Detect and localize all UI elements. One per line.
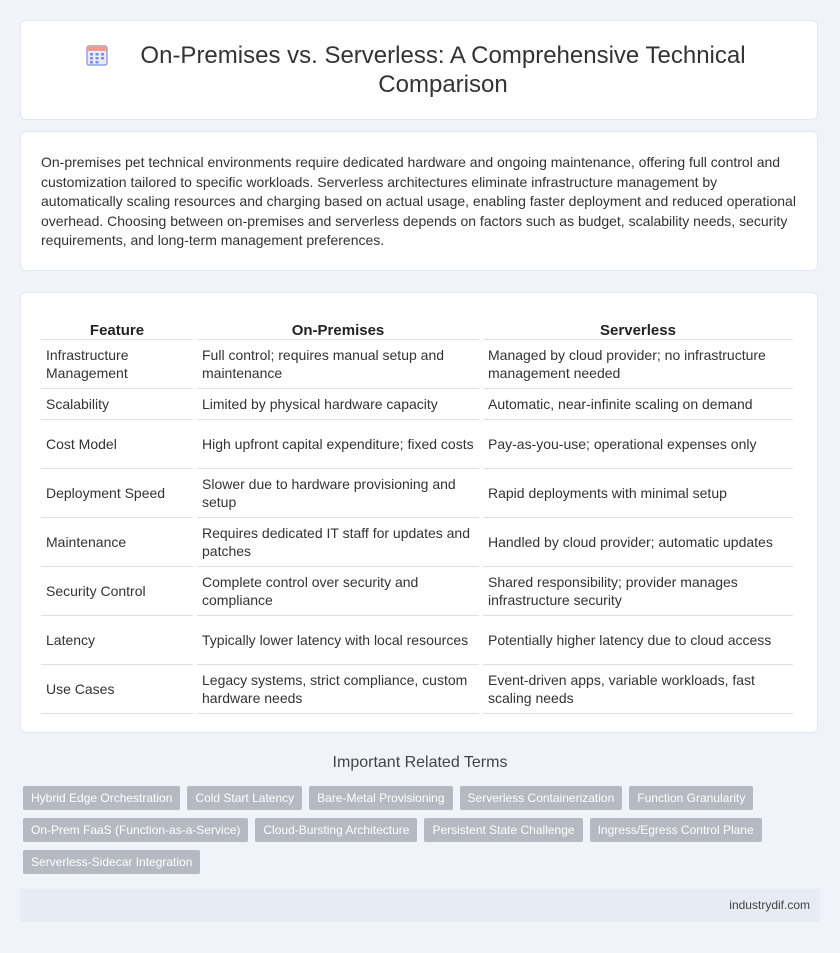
table-row (41, 340, 793, 389)
column-header-serverless: Serverless (483, 311, 793, 340)
tag-hybrid-edge-orchestration[interactable]: Hybrid Edge Orchestration (23, 786, 180, 810)
tag-cold-start-latency[interactable]: Cold Start Latency (187, 786, 302, 810)
feature-cell: Maintenance (41, 518, 193, 567)
on-premises-cell: Legacy systems, strict compliance, custom hardware needs (197, 665, 479, 714)
column-header-feature: Feature (41, 311, 193, 340)
feature-cell: Latency (41, 616, 193, 665)
feature-cell: Use Cases (41, 665, 193, 714)
column-header-on-premises: On-Premises (197, 311, 479, 340)
on-premises-cell: Full control; requires manual setup and maintenance (197, 340, 479, 389)
footer-site-link[interactable]: industrydif.com (729, 898, 810, 912)
on-premises-cell: Slower due to hardware provisioning and setup (197, 469, 479, 518)
tag-bare-metal-provisioning[interactable]: Bare-Metal Provisioning (309, 786, 452, 810)
tag-ingress-egress-control-plane[interactable]: Ingress/Egress Control Plane (590, 818, 762, 842)
intro-card (20, 131, 818, 271)
feature-cell: Scalability (41, 389, 193, 420)
serverless-cell: Shared responsibility; provider manages infrastructure security (483, 567, 793, 616)
feature-cell: Deployment Speed (41, 469, 193, 518)
comparison-card (20, 292, 818, 733)
tag-persistent-state-challenge[interactable]: Persistent State Challenge (424, 818, 582, 842)
tag-serverless-sidecar-integration[interactable]: Serverless-Sidecar Integration (23, 850, 200, 874)
on-premises-cell: Limited by physical hardware capacity (197, 389, 479, 420)
table-row (41, 469, 793, 518)
serverless-cell: Managed by cloud provider; no infrastructure management needed (483, 340, 793, 389)
table-row (41, 518, 793, 567)
serverless-cell: Event-driven apps, variable workloads, fast scaling needs (483, 665, 793, 714)
footer (20, 889, 820, 922)
title-wrapper (69, 41, 769, 99)
page-title: On-Premises vs. Serverless: A Comprehensive Technical Comparison (140, 42, 746, 98)
table-header-row (41, 311, 793, 340)
feature-cell: Security Control (41, 567, 193, 616)
table-row (41, 389, 793, 420)
serverless-cell: Pay-as-you-use; operational expenses only (483, 420, 793, 469)
serverless-cell: Rapid deployments with minimal setup (483, 469, 793, 518)
table-row (41, 420, 793, 469)
table-row (41, 665, 793, 714)
on-premises-cell: High upfront capital expenditure; fixed costs (197, 420, 479, 469)
on-premises-cell: Requires dedicated IT staff for updates and patches (197, 518, 479, 567)
title-card (20, 20, 818, 120)
table-row (41, 567, 793, 616)
tag-serverless-containerization[interactable]: Serverless Containerization (460, 786, 623, 810)
feature-cell: Infrastructure Management (41, 340, 193, 389)
tag-on-prem-faas[interactable]: On-Prem FaaS (Function-as-a-Service) (23, 818, 248, 842)
tag-cloud-bursting-architecture[interactable]: Cloud-Bursting Architecture (255, 818, 417, 842)
serverless-cell: Potentially higher latency due to cloud access (483, 616, 793, 665)
on-premises-cell: Typically lower latency with local resources (197, 616, 479, 665)
serverless-cell: Automatic, near-infinite scaling on demand (483, 389, 793, 420)
intro-paragraph: On-premises pet technical environments require dedicated hardware and ongoing maintenance, offering full control and customization tailored to specific workloads. Serverless architectures eliminate infrastructure management by automatically scaling resources and charging based on actual usage, enabling faster deployment and reduced operational overhead. Choosing between on-premises and serverless depends on factors such as budget, scalability needs, security requirements, and long-term management preferences. (41, 154, 796, 248)
feature-cell: Cost Model (41, 420, 193, 469)
table-row (41, 616, 793, 665)
serverless-cell: Handled by cloud provider; automatic updates (483, 518, 793, 567)
comparison-table (37, 311, 797, 714)
tag-function-granularity[interactable]: Function Granularity (629, 786, 753, 810)
calendar-icon (85, 43, 109, 67)
on-premises-cell: Complete control over security and compliance (197, 567, 479, 616)
related-terms-heading: Important Related Terms (332, 754, 508, 771)
related-terms-tags (23, 786, 803, 882)
